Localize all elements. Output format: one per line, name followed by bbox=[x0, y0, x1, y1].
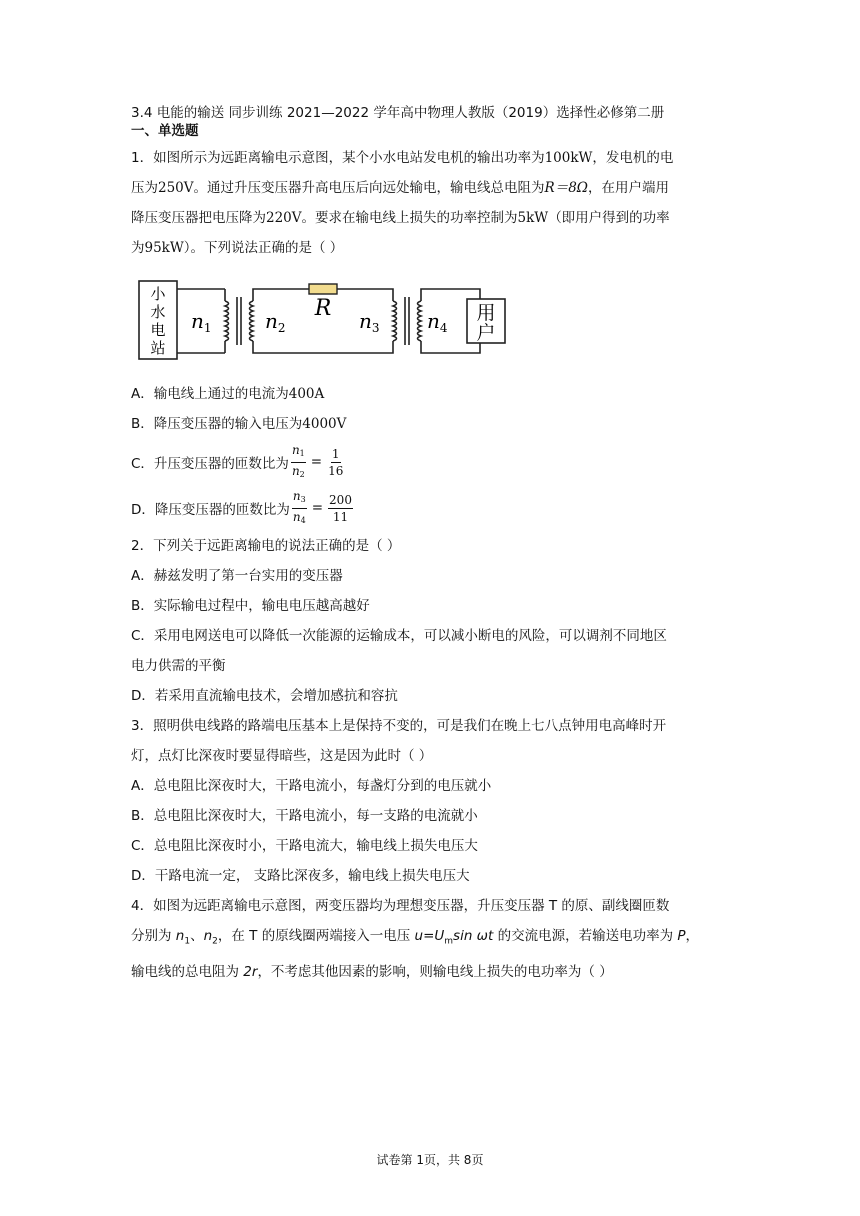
q3-option-a: A．总电阻比深夜时大，干路电流小，每盏灯分到的电压就小 bbox=[131, 778, 492, 794]
label-n2: $n_2$ bbox=[265, 309, 286, 335]
q1-option-a: A．输电线上通过的电流为400A bbox=[131, 386, 325, 402]
coil-n2 bbox=[250, 301, 254, 341]
q1-option-b: B．降压变压器的输入电压为4000V bbox=[131, 416, 347, 432]
label-n3: $n_3$ bbox=[359, 309, 380, 335]
q1-option-d: D．降压变压器的匝数比为 $\frac{n_3}{n_4}$ = $\frac{200}{11}$ bbox=[131, 485, 731, 531]
question-2 bbox=[131, 531, 731, 711]
question-1 bbox=[131, 143, 731, 531]
q2-option-c-line-1: C．采用电网送电可以降低一次能源的运输成本，可以减小断电的风险，可以调剂不同地区 bbox=[131, 628, 667, 644]
station-char-1: 小 bbox=[150, 285, 166, 303]
station-char-2: 水 bbox=[150, 303, 166, 321]
label-n1: $n_1$ bbox=[191, 309, 212, 335]
page-footer: 试卷第 1页，共 8页 bbox=[376, 1153, 484, 1167]
label-n4: $n_4$ bbox=[427, 309, 448, 335]
question-4 bbox=[131, 891, 731, 987]
transmission-diagram bbox=[135, 271, 515, 367]
coil-n4 bbox=[418, 301, 422, 341]
ratio-value-d: $\frac{200}{11}$ bbox=[329, 492, 352, 524]
q2-stem: 2．下列关于远距离输电的说法正确的是（ ） bbox=[131, 538, 401, 554]
q2-option-a: A．赫兹发明了第一台实用的变压器 bbox=[131, 568, 343, 584]
ratio-n3-n4: $\frac{n_3}{n_4}$ bbox=[292, 488, 306, 525]
q1-line-3: 降压变压器把电压降为220V。要求在输电线上损失的功率控制为5kW（即用户得到的功率 bbox=[131, 210, 670, 226]
ratio-n1-n2: $\frac{n_1}{n_2}$ bbox=[291, 442, 305, 479]
station-char-3: 电 bbox=[150, 321, 166, 339]
q3-option-b: B．总电阻比深夜时大，干路电流小，每一支路的电流就小 bbox=[131, 808, 478, 824]
q2-option-b: B．实际输电过程中，输电电压越高越好 bbox=[131, 598, 370, 614]
q3-stem-line-2: 灯，点灯比深夜时要显得暗些，这是因为此时（ ） bbox=[131, 748, 433, 764]
page-title: 3.4 电能的输送 同步训练 2021—2022 学年高中物理人教版（2019）选择性必修第二册 bbox=[131, 105, 665, 121]
coil-n1 bbox=[225, 301, 229, 341]
label-R: R bbox=[314, 296, 332, 321]
q4-line-3: 输电线的总电阻为 2r，不考虑其他因素的影响，则输电线上损失的电功率为（ ） bbox=[131, 963, 613, 980]
question-3 bbox=[131, 711, 731, 891]
q1-option-c: C．升压变压器的匝数比为 $\frac{n_1}{n_2}$ = $\frac{1}{16}$ bbox=[131, 439, 731, 485]
ratio-value-c: $\frac{1}{16}$ bbox=[328, 446, 344, 478]
q4-line-2: 分别为 $n_1$、$n_2$，在 T 的原线圈两端接入一电压 $u=U_m\sin$ ωt 的交流电源，若输送电功率为 P， bbox=[131, 928, 700, 947]
resistor-R bbox=[309, 284, 337, 294]
user-char-1: 用 bbox=[476, 302, 496, 324]
q2-option-c-line-2: 电力供需的平衡 bbox=[131, 658, 226, 674]
q1-line-2: 压为250V。通过升压变压器升高电压后向远处输电，输电线总电阻为R＝8Ω，在用户端用 bbox=[131, 180, 669, 196]
q1-line-4: 为95kW）。下列说法正确的是（ ） bbox=[131, 240, 344, 256]
q3-option-d: D．干路电流一定， 支路比深夜多，输电线上损失电压大 bbox=[131, 868, 470, 884]
q1-line-1: 1．如图所示为远距离输电示意图，某个小水电站发电机的输出功率为100kW，发电机的电 bbox=[131, 150, 674, 166]
page-content bbox=[131, 104, 731, 987]
station-char-4: 站 bbox=[150, 339, 166, 357]
q3-option-c: C．总电阻比深夜时小，干路电流大，输电线上损失电压大 bbox=[131, 838, 478, 854]
q4-line-1: 4．如图为远距离输电示意图，两变压器均为理想变压器，升压变压器 T 的原、副线圈匝数 bbox=[131, 898, 670, 914]
q3-stem-line-1: 3．照明供电线路的路端电压基本上是保持不变的，可是我们在晚上七八点钟用电高峰时开 bbox=[131, 718, 667, 734]
coil-n3 bbox=[393, 301, 397, 341]
section-heading: 一、单选题 bbox=[131, 123, 199, 139]
q2-option-d: D．若采用直流输电技术，会增加感抗和容抗 bbox=[131, 688, 398, 704]
user-char-2: 户 bbox=[476, 322, 496, 344]
